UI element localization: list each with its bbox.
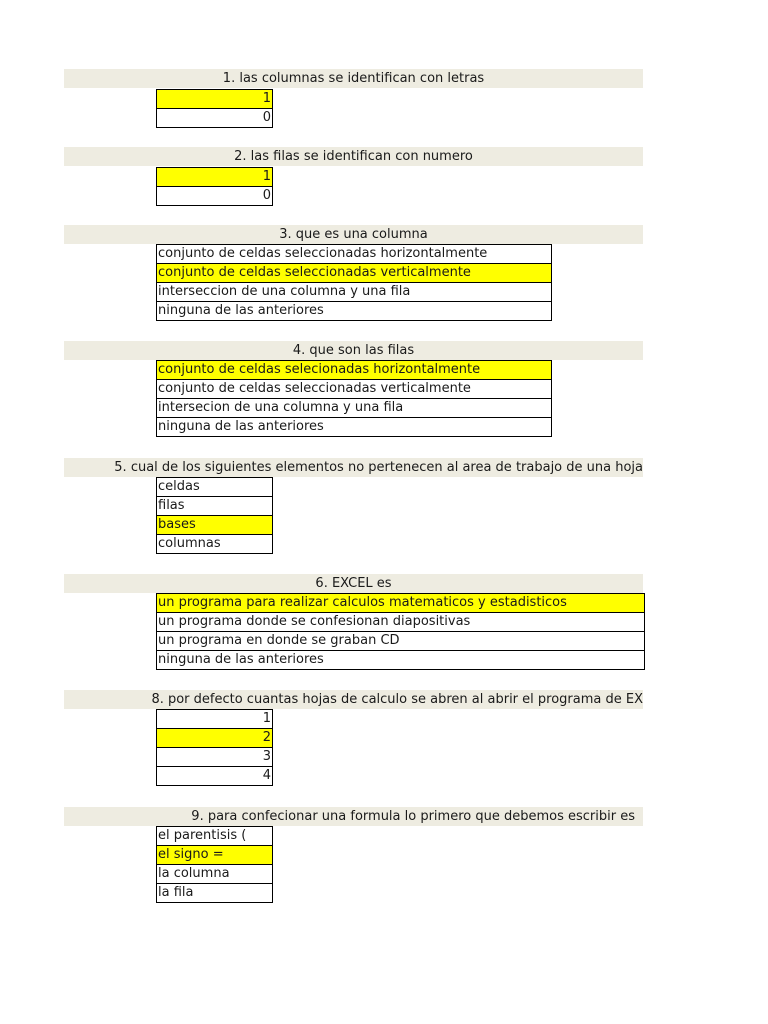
- question-9-option-2[interactable]: el signo =: [156, 846, 273, 865]
- question-1-title: 1. las columnas se identifican con letras: [64, 69, 643, 88]
- question-5-option-2[interactable]: filas: [156, 497, 273, 516]
- question-9-option-4[interactable]: la fila: [156, 884, 273, 903]
- question-1-option-1[interactable]: 1: [156, 89, 273, 109]
- question-2-options: [156, 167, 273, 206]
- question-9-option-1[interactable]: el parentisis (: [156, 826, 273, 846]
- question-1-option-2[interactable]: 0: [156, 109, 273, 128]
- question-5-option-4[interactable]: columnas: [156, 535, 273, 554]
- question-1-options: [156, 89, 273, 128]
- question-3-options: [156, 244, 552, 321]
- question-3-option-3[interactable]: interseccion de una columna y una fila: [156, 283, 552, 302]
- question-6-option-4[interactable]: ninguna de las anteriores: [156, 651, 645, 670]
- question-8-option-2[interactable]: 2: [156, 729, 273, 748]
- question-6-title: 6. EXCEL es: [64, 574, 643, 593]
- question-2-title: 2. las filas se identifican con numero: [64, 147, 643, 166]
- question-6-option-2[interactable]: un programa donde se confesionan diapositivas: [156, 613, 645, 632]
- question-6-option-3[interactable]: un programa en donde se graban CD: [156, 632, 645, 651]
- question-3-title: 3. que es una columna: [64, 225, 643, 244]
- question-9-options: [156, 826, 273, 903]
- question-5-option-1[interactable]: celdas: [156, 477, 273, 497]
- question-9-title: 9. para confecionar una formula lo primero que debemos escribir es: [64, 807, 643, 826]
- question-6-options: [156, 593, 645, 670]
- question-3-option-4[interactable]: ninguna de las anteriores: [156, 302, 552, 321]
- question-3-option-1[interactable]: conjunto de celdas seleccionadas horizontalmente: [156, 244, 552, 264]
- question-4-options: [156, 360, 552, 437]
- question-8-options: [156, 709, 273, 786]
- question-8-option-1[interactable]: 1: [156, 709, 273, 729]
- question-4-option-4[interactable]: ninguna de las anteriores: [156, 418, 552, 437]
- question-3-option-2[interactable]: conjunto de celdas seleccionadas verticalmente: [156, 264, 552, 283]
- question-4-option-1[interactable]: conjunto de celdas selecionadas horizontalmente: [156, 360, 552, 380]
- question-5-options: [156, 477, 273, 554]
- question-9-option-3[interactable]: la columna: [156, 865, 273, 884]
- question-4-option-3[interactable]: intersecion de una columna y una fila: [156, 399, 552, 418]
- question-2-option-2[interactable]: 0: [156, 187, 273, 206]
- question-2-option-1[interactable]: 1: [156, 167, 273, 187]
- question-8-title: 8. por defecto cuantas hojas de calculo se abren al abrir el programa de EX: [64, 690, 643, 709]
- question-5-option-3[interactable]: bases: [156, 516, 273, 535]
- question-8-option-3[interactable]: 3: [156, 748, 273, 767]
- question-4-option-2[interactable]: conjunto de celdas seleccionadas verticalmente: [156, 380, 552, 399]
- question-5-title: 5. cual de los siguientes elementos no pertenecen al area de trabajo de una hoja: [64, 458, 643, 477]
- question-4-title: 4. que son las filas: [64, 341, 643, 360]
- question-6-option-1[interactable]: un programa para realizar calculos matematicos y estadisticos: [156, 593, 645, 613]
- question-8-option-4[interactable]: 4: [156, 767, 273, 786]
